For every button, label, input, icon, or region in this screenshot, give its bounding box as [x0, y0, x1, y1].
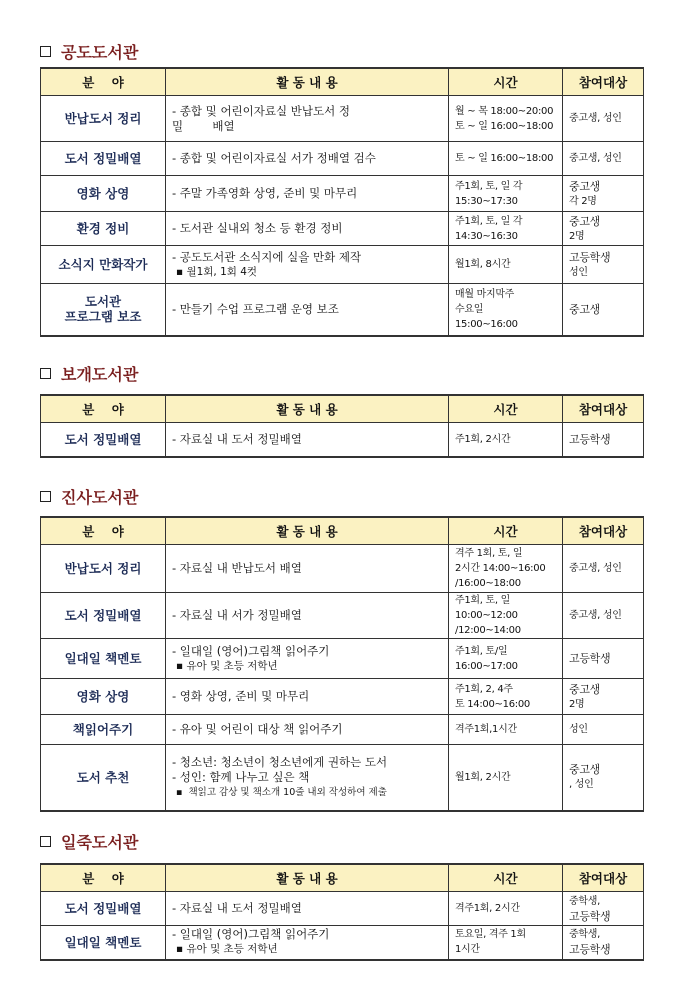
content-line: - 자료실 내 서가 정밀배열 [172, 608, 302, 622]
field-cell [41, 745, 166, 811]
time-line: 주1회, 토/일 [455, 645, 508, 657]
time-line: 토요일, 격주 1회 [455, 929, 526, 941]
checkbox-square-icon [40, 46, 51, 57]
time-cell [449, 545, 563, 593]
content-cell [166, 745, 449, 811]
target-cell [563, 212, 644, 246]
field-text: 도서 추천 [76, 769, 130, 785]
target-cell [563, 593, 644, 639]
field-text: 도서 정밀배열 [64, 431, 142, 447]
field-cell [41, 96, 166, 142]
target-line: 중고생 [569, 179, 600, 193]
field-text: 일대일 책멘토 [64, 934, 142, 950]
checkbox-square-icon [40, 368, 51, 379]
target-line: 고등학생 [569, 909, 611, 923]
table-row [41, 593, 644, 639]
content-cell [166, 96, 449, 142]
table-row [41, 423, 644, 457]
header-content: 활 동 내 용 [166, 68, 449, 96]
content-line: - 유아 및 어린이 대상 책 읽어주기 [172, 722, 343, 736]
time-line: 월 ~ 목 18:00~20:00 [455, 105, 554, 117]
table-row [41, 142, 644, 176]
section-title-text: 보개도서관 [61, 364, 139, 384]
target-cell [563, 284, 644, 336]
activity-table [40, 394, 644, 458]
target-line: 중고생, 성인 [569, 563, 622, 574]
target-line: 2명 [569, 698, 585, 710]
target-line: 성인 [569, 266, 588, 278]
header-target: 참여대상 [563, 68, 644, 96]
time-cell [449, 715, 563, 745]
content-cell [166, 715, 449, 745]
target-line: 성인 [569, 724, 588, 735]
content-line: - 도서관 실내외 청소 등 환경 정비 [172, 221, 343, 235]
time-line: 매월 마지막주 [455, 288, 515, 300]
section-title [40, 362, 138, 384]
target-line: 중고생 [569, 302, 600, 316]
time-line: 토 ~ 일 16:00~18:00 [455, 153, 554, 164]
target-cell [563, 892, 644, 926]
target-cell [563, 96, 644, 142]
activity-table [40, 516, 644, 812]
section-title [40, 830, 138, 852]
content-line: - 주말 가족영화 상영, 준비 및 마무리 [172, 186, 358, 200]
time-line: 토 ~ 일 16:00~18:00 [455, 120, 554, 132]
time-cell [449, 593, 563, 639]
target-line: 2명 [569, 230, 585, 242]
target-line: 중고생 [569, 763, 600, 777]
target-cell [563, 176, 644, 212]
field-text: 환경 정비 [76, 221, 130, 236]
header-content: 활 동 내 용 [166, 864, 449, 892]
content-cell [166, 926, 449, 960]
section-title [40, 40, 138, 62]
time-line: /12:00~14:00 [455, 625, 521, 636]
time-line: 격주1회,1시간 [455, 724, 517, 735]
time-line: 격주1회, 2시간 [455, 903, 520, 914]
content-cell [166, 545, 449, 593]
content-line: - 공도도서관 소식지에 실을 만화 제작 [172, 249, 362, 264]
content-line: - 영화 상영, 준비 및 마무리 [172, 689, 310, 703]
target-line: , 성인 [569, 779, 594, 791]
time-cell [449, 639, 563, 679]
time-cell [449, 892, 563, 926]
field-text: 반납도서 정리 [64, 561, 142, 576]
field-cell [41, 926, 166, 960]
content-line: ▪ 월1회, 1회 4컷 [176, 265, 258, 278]
time-line: 1시간 [455, 944, 480, 956]
field-text: 영화 상영 [76, 689, 130, 704]
content-line: - 종합 및 어린이자료실 반납도서 정 [172, 103, 350, 118]
time-line: 주1회, 토, 일 [455, 595, 511, 606]
section-title-text: 일죽도서관 [61, 832, 139, 852]
target-line: 각 2명 [569, 195, 597, 207]
table-row [41, 284, 644, 336]
content-cell [166, 423, 449, 457]
content-line: - 일대일 (영어)그림책 읽어주기 [172, 927, 330, 942]
field-text: 도서 정밀배열 [64, 901, 142, 916]
table-row [41, 246, 644, 284]
target-cell [563, 246, 644, 284]
table-row [41, 892, 644, 926]
content-line: - 자료실 내 도서 정밀배열 [172, 901, 302, 915]
content-line: - 성인: 함께 나누고 싶은 책 [172, 769, 310, 784]
field-text: 영화 상영 [76, 186, 130, 201]
header-target: 참여대상 [563, 864, 644, 892]
content-cell [166, 246, 449, 284]
target-line: 고등학생 [569, 432, 611, 446]
table-row [41, 96, 644, 142]
target-line: 고등학생 [569, 652, 611, 665]
target-cell [563, 679, 644, 715]
checkbox-square-icon [40, 836, 51, 847]
header-time: 시간 [449, 68, 563, 96]
time-cell [449, 176, 563, 212]
content-line: - 일대일 (영어)그림책 읽어주기 [172, 643, 330, 658]
activity-table [40, 67, 644, 337]
section-title [40, 485, 138, 507]
table-row [41, 639, 644, 679]
content-line: 밀 배열 [172, 118, 235, 133]
header-target: 참여대상 [563, 395, 644, 423]
target-cell [563, 142, 644, 176]
target-cell [563, 745, 644, 811]
header-time: 시간 [449, 517, 563, 545]
time-line: 주1회, 토, 일 각 [455, 215, 523, 227]
time-line: 주1회, 2시간 [455, 433, 511, 445]
target-line: 중고생, 성인 [569, 610, 622, 621]
target-cell [563, 639, 644, 679]
content-line: - 청소년: 청소년이 청소년에게 권하는 도서 [172, 754, 388, 769]
time-line: 수요일 [455, 303, 484, 315]
field-cell [41, 715, 166, 745]
target-cell [563, 715, 644, 745]
header-content: 활 동 내 용 [166, 395, 449, 423]
time-cell [449, 745, 563, 811]
table-row [41, 545, 644, 593]
header-row [41, 864, 644, 892]
content-cell [166, 892, 449, 926]
time-line: 14:30~16:30 [455, 230, 518, 242]
content-cell [166, 593, 449, 639]
table-row [41, 926, 644, 960]
target-cell [563, 545, 644, 593]
checkbox-square-icon [40, 491, 51, 502]
header-field: 분 야 [41, 517, 166, 545]
time-line: 월1회, 8시간 [455, 259, 511, 270]
header-row [41, 68, 644, 96]
field-text: 도서 정밀배열 [64, 151, 142, 166]
header-row [41, 395, 644, 423]
content-cell [166, 212, 449, 246]
field-cell [41, 284, 166, 336]
header-row [41, 517, 644, 545]
target-line: 중학생, [569, 929, 600, 941]
field-cell [41, 593, 166, 639]
content-line: ▪ 책읽고 감상 및 책소개 10줄 내외 작성하여 제출 [176, 786, 387, 798]
field-cell [41, 679, 166, 715]
time-cell [449, 246, 563, 284]
time-line: 10:00~12:00 [455, 610, 518, 621]
target-cell [563, 926, 644, 960]
field-text: 반납도서 정리 [64, 111, 142, 126]
time-line: /16:00~18:00 [455, 578, 521, 589]
time-line: 주1회, 2, 4주 [455, 683, 513, 695]
time-cell [449, 284, 563, 336]
target-line: 중학생, [569, 895, 600, 907]
table-row [41, 715, 644, 745]
field-cell [41, 423, 166, 457]
time-line: 15:00~16:00 [455, 318, 518, 330]
target-cell [563, 423, 644, 457]
time-cell [449, 926, 563, 960]
table-row [41, 176, 644, 212]
field-text: 일대일 책멘토 [64, 651, 142, 666]
field-cell [41, 639, 166, 679]
time-line: 토 14:00~16:00 [455, 698, 530, 710]
field-cell [41, 246, 166, 284]
field-cell [41, 545, 166, 593]
content-line: - 만들기 수업 프로그램 운영 보조 [172, 301, 339, 316]
table-row [41, 212, 644, 246]
target-line: 고등학생 [569, 250, 611, 264]
time-line: 2시간 14:00~16:00 [455, 563, 546, 574]
table-row [41, 679, 644, 715]
time-line: 15:30~17:30 [455, 195, 518, 207]
content-cell [166, 639, 449, 679]
header-field: 분 야 [41, 864, 166, 892]
content-cell [166, 142, 449, 176]
content-line: - 종합 및 어린이자료실 서가 정배열 검수 [172, 151, 376, 165]
time-line: 16:00~17:00 [455, 660, 518, 672]
header-target: 참여대상 [563, 517, 644, 545]
content-line: - 자료실 내 반납도서 배열 [172, 561, 302, 575]
time-cell [449, 679, 563, 715]
header-field: 분 야 [41, 395, 166, 423]
header-field: 분 야 [41, 68, 166, 96]
table-row [41, 745, 644, 811]
field-cell [41, 176, 166, 212]
time-cell [449, 423, 563, 457]
time-cell [449, 96, 563, 142]
field-cell [41, 212, 166, 246]
content-cell [166, 679, 449, 715]
activity-table [40, 863, 644, 961]
field-line: 도서관 [84, 294, 122, 310]
content-cell [166, 284, 449, 336]
header-time: 시간 [449, 395, 563, 423]
content-cell [166, 176, 449, 212]
time-line: 월1회, 2시간 [455, 771, 511, 783]
field-cell [41, 892, 166, 926]
content-line: - 자료실 내 도서 정밀배열 [172, 431, 302, 446]
field-text: 도서 정밀배열 [64, 608, 142, 623]
field-text: 소식지 만화작가 [58, 257, 148, 272]
content-line: ▪ 유아 및 초등 저학년 [176, 943, 278, 956]
target-line: 중고생 [569, 682, 600, 696]
field-cell [41, 142, 166, 176]
header-content: 활 동 내 용 [166, 517, 449, 545]
header-time: 시간 [449, 864, 563, 892]
field-line: 프로그램 보조 [64, 309, 142, 325]
time-cell [449, 142, 563, 176]
time-line: 격주 1회, 토, 일 [455, 548, 523, 559]
target-line: 중고생 [569, 214, 600, 228]
time-line: 주1회, 토, 일 각 [455, 180, 523, 192]
target-line: 중고생, 성인 [569, 113, 622, 124]
field-text: 책읽어주기 [72, 722, 134, 737]
target-line: 중고생, 성인 [569, 153, 622, 164]
target-line: 고등학생 [569, 943, 611, 957]
content-line: ▪ 유아 및 초등 저학년 [176, 659, 278, 672]
time-cell [449, 212, 563, 246]
section-title-text: 공도도서관 [61, 42, 139, 62]
section-title-text: 진사도서관 [61, 487, 139, 507]
